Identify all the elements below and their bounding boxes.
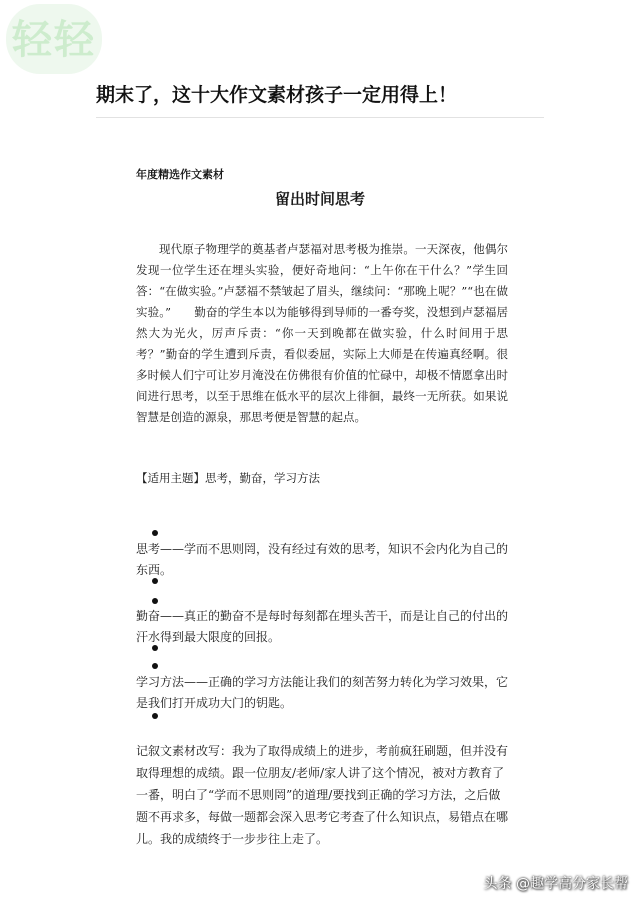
logo-text: 轻轻 — [12, 17, 96, 63]
bullet-dot — [152, 713, 158, 719]
bullet-dot — [152, 578, 158, 584]
list-item-thinking: 思考——学而不思则罔，没有经过有效的思考，知识不会内化为自己的东西。 — [136, 542, 509, 577]
topics-line: 【适用主题】思考，勤奋，学习方法 — [136, 471, 320, 485]
list-item-diligence: 勤奋——真正的勤奋不是每时每刻都在埋头苦干，而是让自己的付出的汗水得到最大限度的回报。 — [136, 609, 509, 644]
article-paragraph: 现代原子物理学的奠基者卢瑟福对思考极为推崇。一天深夜，他偶尔发现一位学生还在埋头实验，便好奇地问：“上午你在干什么？”学生回答：“在做实验。”卢瑟福不禁皱起了眉头，继续问：“那晚上呢？”“也在做实验。” 勤奋的学生本以为能够得到导师的一番夸奖，没想到卢瑟福居然大为光火，厉声斥责：“你一天到晚都在做实验，什么时间用于思考？”勤奋的学生遭到斥责，看似委屈，实际上大师是在传遍真经啊。很多时候人们宁可让岁月淹没在仿佛很有价值的忙碌中，却极不情愿拿出时间进行思考，以至于思维在低水平的层次上徘徊，最终一无所获。如果说智慧是创造的源泉，那思考便是智慧的起点。 — [136, 242, 508, 424]
section-label: 年度精选作文素材 — [136, 168, 224, 181]
title-divider — [96, 117, 544, 118]
list-item-method: 学习方法——正确的学习方法能让我们的刻苦努力转化为学习效果，它是我们打开成功大门的钥匙。 — [136, 675, 509, 710]
rewrite-paragraph: 记叙文素材改写：我为了取得成绩上的进步，考前疯狂刷题，但并没有取得理想的成绩。跟一位朋友/老师/家人讲了这个情况，被对方教育了一番，明白了“学而不思则罔”的道理/要找到正确的学习方法，之后做题不再求多，每做一题都会深入思考它考查了什么知识点，易错点在哪儿。我的成绩终于一步步往上走了。 — [136, 744, 509, 846]
watermark: 头条 @趣学高分家长帮 — [483, 876, 628, 892]
brand-logo — [0, 0, 110, 90]
bullet-dot — [152, 598, 158, 604]
article-title: 留出时间思考 — [274, 190, 365, 208]
bullet-dot — [152, 530, 158, 536]
bullet-dot — [152, 645, 158, 651]
bullet-dot — [152, 663, 158, 669]
page-title: 期末了，这十大作文素材孩子一定用得上！ — [96, 84, 458, 106]
